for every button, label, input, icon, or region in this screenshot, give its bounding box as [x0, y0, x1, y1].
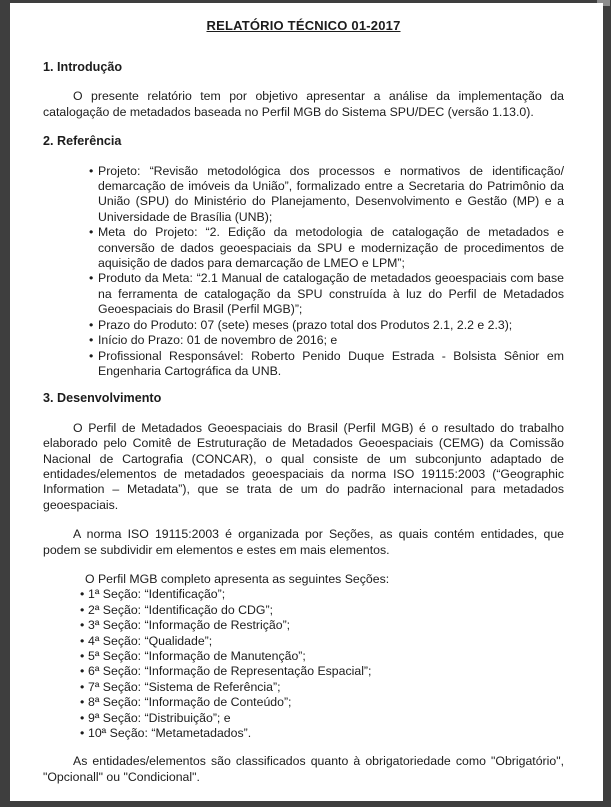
reference-list: [43, 164, 564, 380]
report-page: [10, 3, 603, 801]
secao-item-9: • 9ª Seção: “Distribuição”; e: [88, 711, 564, 726]
secao-item-7: • 7ª Seção: “Sistema de Referência”;: [88, 680, 564, 695]
secao-item-5: • 5ª Seção: “Informação de Manutenção”;: [88, 649, 564, 664]
secao-item-6: • 6ª Seção: “Informação de Representação Espacial”;: [88, 664, 564, 679]
section-heading-referencia: 2. Referência: [43, 134, 122, 149]
section-heading-desenvolvimento: 3. Desenvolvimento: [43, 391, 162, 406]
reference-item-projeto: • Projeto: “Revisão metodológica dos processos e normativos de identificação/ demarcação de imóveis da União”, formalizado entre a Secretaria do Patrimônio da União (SPU) do Ministério do Planejamento, Desenvolvimento e Gestão (MP) e a Universidade de Brasília (UNB);: [98, 164, 564, 226]
closing-paragraph: As entidades/elementos são classificados quanto à obrigatoriedade como "Obrigatório", "Opcionall" ou "Condicional".: [43, 754, 564, 784]
reference-item-prazo-do-produto: • Prazo do Produto: 07 (sete) meses (prazo total dos Produtos 2.1, 2.2 e 2.3);: [98, 318, 564, 333]
section-heading-introducao: 1. Introdução: [43, 60, 123, 74]
desenvolvimento-paragraph-2: A norma ISO 19115:2003 é organizada por Seções, as quais contém entidades, que podem se subdividir em elementos e estes em mais elementos.: [43, 527, 564, 557]
reference-item-produto-da-meta: • Produto da Meta: “2.1 Manual de catalogação de metadados geoespaciais com base na ferramenta de catalogação da SPU construída à luz do Perfil de Metadados Geoespaciais do Brasil (Perfil MGB)”;: [98, 271, 564, 317]
secao-item-8: • 8ª Seção: “Informação de Conteúdo”;: [88, 695, 564, 710]
secoes-list-intro: O Perfil MGB completo apresenta as seguintes Seções:: [85, 571, 390, 586]
desenvolvimento-paragraph-1: O Perfil de Metadados Geoespaciais do Brasil (Perfil MGB) é o resultado do trabalho elaborado pelo Comitê de Estruturação de Metadados Geoespaciais (CEMG) da Comissão Nacional de Cartografia (CONCAR), o qual consiste de um subconjunto adaptado de entidades/elementos de metadados geoespaciais da norma ISO 19115:2003 (“Geographic Information – Metadata”), que se trata de um do padrão internacional para metadados geoespaciais.: [43, 420, 564, 512]
secoes-list: [43, 587, 564, 741]
reference-item-profissional-responsavel: • Profissional Responsável: Roberto Penido Duque Estrada - Bolsista Sênior em Engenharia Cartográfica da UNB.: [98, 349, 564, 380]
secao-item-1: • 1ª Seção: “Identificação”;: [88, 587, 564, 602]
secao-item-3: • 3ª Seção: “Informação de Restrição”;: [88, 618, 564, 633]
secao-item-10: • 10ª Seção: “Metametadados”.: [88, 726, 564, 741]
intro-paragraph: O presente relatório tem por objetivo apresentar a análise da implementação da catalogação de metadados baseada no Perfil MGB do Sistema SPU/DEC (versão 1.13.0).: [43, 89, 564, 119]
report-title: RELATÓRIO TÉCNICO 01-2017: [206, 18, 401, 33]
secao-item-4: • 4ª Seção: “Qualidade”;: [88, 634, 564, 649]
reference-item-meta-do-projeto: • Meta do Projeto: “2. Edição da metodologia de catalogação de metadados e conversão de dados geoespaciais da SPU e modernização de procedimentos de aquisição de dados para demarcação de LMEO e LPM”;: [98, 225, 564, 271]
secao-item-2: • 2ª Seção: “Identificação do CDG”;: [88, 603, 564, 618]
reference-item-inicio-do-prazo: • Início do Prazo: 01 de novembro de 2016; e: [98, 333, 564, 348]
